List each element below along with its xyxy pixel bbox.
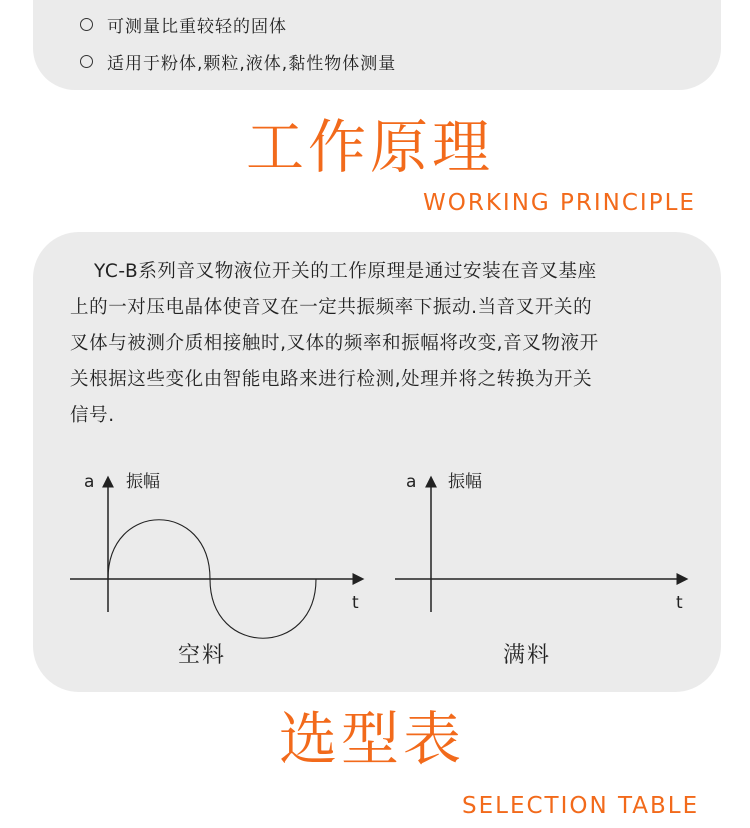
selection-table-subtitle: SELECTION TABLE xyxy=(462,793,700,819)
y-axis-label: 振幅 xyxy=(126,472,160,492)
paragraph-line: 叉体与被测介质相接触时,叉体的频率和振幅将改变,音叉物液开 xyxy=(70,333,599,354)
y-axis-letter: a xyxy=(84,472,95,492)
y-axis-letter: a xyxy=(406,472,417,492)
paragraph-line: 关根据这些变化由智能电路来进行检测,处理并将之转换为开关 xyxy=(70,369,593,390)
working-principle-title: 工作原理 xyxy=(246,113,495,181)
paragraph-line: 上的一对压电晶体使音叉在一定共振频率下振动.当音叉开关的 xyxy=(70,297,593,318)
full-caption: 满料 xyxy=(503,643,552,668)
paragraph-line: 信号. xyxy=(70,405,115,426)
y-axis-label: 振幅 xyxy=(448,472,482,492)
feature-item-text: 适用于粉体,颗粒,液体,黏性物体测量 xyxy=(107,54,397,74)
empty-caption: 空料 xyxy=(178,643,227,668)
x-axis-letter: t xyxy=(676,593,683,613)
feature-item-text: 可测量比重较轻的固体 xyxy=(107,17,287,37)
empty-diagram xyxy=(70,471,362,638)
selection-table-title: 选型表 xyxy=(279,705,466,773)
paragraph-line: YC-B系列音叉物液位开关的工作原理是通过安装在音叉基座 xyxy=(94,261,597,282)
working-principle-subtitle: WORKING PRINCIPLE xyxy=(423,190,696,216)
full-diagram xyxy=(395,471,686,613)
x-axis-letter: t xyxy=(352,593,359,613)
